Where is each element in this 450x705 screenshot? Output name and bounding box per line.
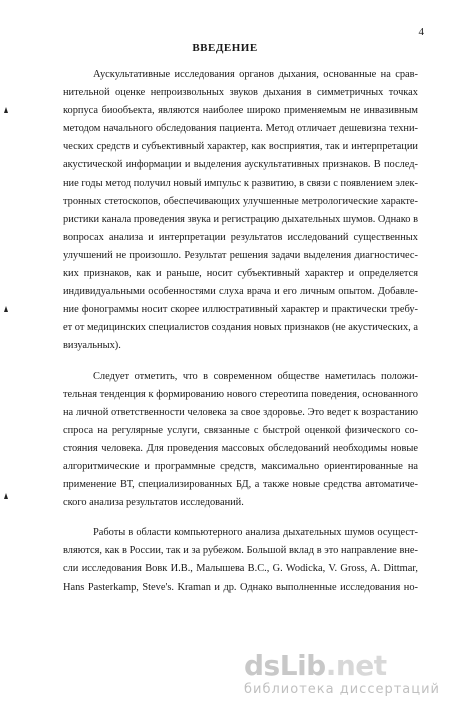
paragraph-2 — [63, 368, 418, 513]
text-line: Hans Pasterkamp, Steve's. Kraman и др. Однако выполненные исследования но- — [63, 581, 418, 593]
text-line: вопросах анализа и интерпретации результатов исследований существенных — [63, 231, 418, 243]
text-line: ние фонограммы носит скорее иллюстративный характер и практически требу- — [63, 304, 418, 316]
text-line: Аускультативные исследования органов дыхания, основанные на срав- — [93, 69, 418, 80]
margin-mark-middle — [4, 306, 8, 312]
text-line: спроса на регулярные услуги, связанные с быстрой оценкой физического со- — [63, 424, 418, 436]
text-line: методом начального обследования пациента. Метод отличает дешевизна техни- — [63, 123, 418, 135]
text-line: акустической информации и выделения аускультативных признаков. В послед- — [63, 159, 418, 171]
text-line: сли исследования Вовк И.В., Малышева В.С., G. Wodicka, V. Gross, A. Dittmar, — [63, 563, 418, 575]
watermark — [244, 649, 440, 697]
watermark-subtitle: библиотека диссертаций — [244, 682, 440, 697]
text-line: ческих средств и субъективный характер, как восприятия, так и интерпретации — [63, 141, 418, 153]
paragraph-3 — [63, 524, 418, 596]
text-line: вляются, как в России, так и за рубежом. Большой вклад в это направление вне- — [63, 545, 418, 557]
page-number: 4 — [418, 26, 424, 38]
watermark-logo — [244, 649, 440, 682]
text-line: индивидуальными особенностями слуха врача и его личным опытом. Добавле- — [63, 286, 418, 298]
text-line: ких признаков, как и раньше, носит субъективный характер и определяется — [63, 268, 418, 280]
text-line: визуальных). — [63, 340, 121, 352]
text-line: ристики канала проведения звука и регистрацию дыхательных шумов. Однако в — [63, 213, 418, 225]
text-line: ского анализа результатов исследований. — [63, 497, 244, 509]
document-body — [63, 66, 418, 597]
text-line: ет от медицинских специалистов создания новых признаков (не акустических, а — [63, 322, 418, 334]
text-line: стояния человека. Для проведения массовых обследований необходимы новые — [63, 442, 418, 454]
text-line: улучшений не произошло. Результат решения задачи выделения диагностичес- — [63, 249, 418, 261]
text-line: применение ВТ, специализированных БД, а также новые средства автоматиче- — [63, 479, 418, 491]
text-line: Работы в области компьютерного анализа дыхательных шумов осущест- — [93, 527, 418, 539]
paragraph-1 — [63, 66, 418, 356]
text-line: на личной ответственности человека за свое здоровье. Это ведет к возрастанию — [63, 406, 418, 418]
text-line: нительной оценке непроизвольных звуков дыхания в симметричных точках — [63, 87, 418, 99]
text-line: корпуса биообъекта, являются наиболее широко применяемым не инвазивным — [63, 105, 418, 117]
watermark-logo-domain: .net — [325, 649, 387, 682]
page-heading: ВВЕДЕНИЕ — [192, 42, 258, 54]
margin-mark-bottom — [4, 493, 8, 499]
text-line: тельная тенденция к формированию нового стереотипа поведения, основанного — [63, 388, 418, 400]
text-line: Следует отметить, что в современном обществе наметилась положи- — [93, 370, 418, 382]
watermark-logo-main: dsLib — [244, 649, 326, 682]
text-line: алгоритмические и программные средств, максимально ориентированные на — [63, 460, 418, 472]
text-line: тронных стетоскопов, обеспечивающих улучшенные метрологические характе- — [63, 195, 418, 207]
margin-mark-top — [4, 107, 8, 113]
text-line: ние годы метод получил новый импульс к развитию, в связи с появлением элек- — [63, 177, 418, 189]
